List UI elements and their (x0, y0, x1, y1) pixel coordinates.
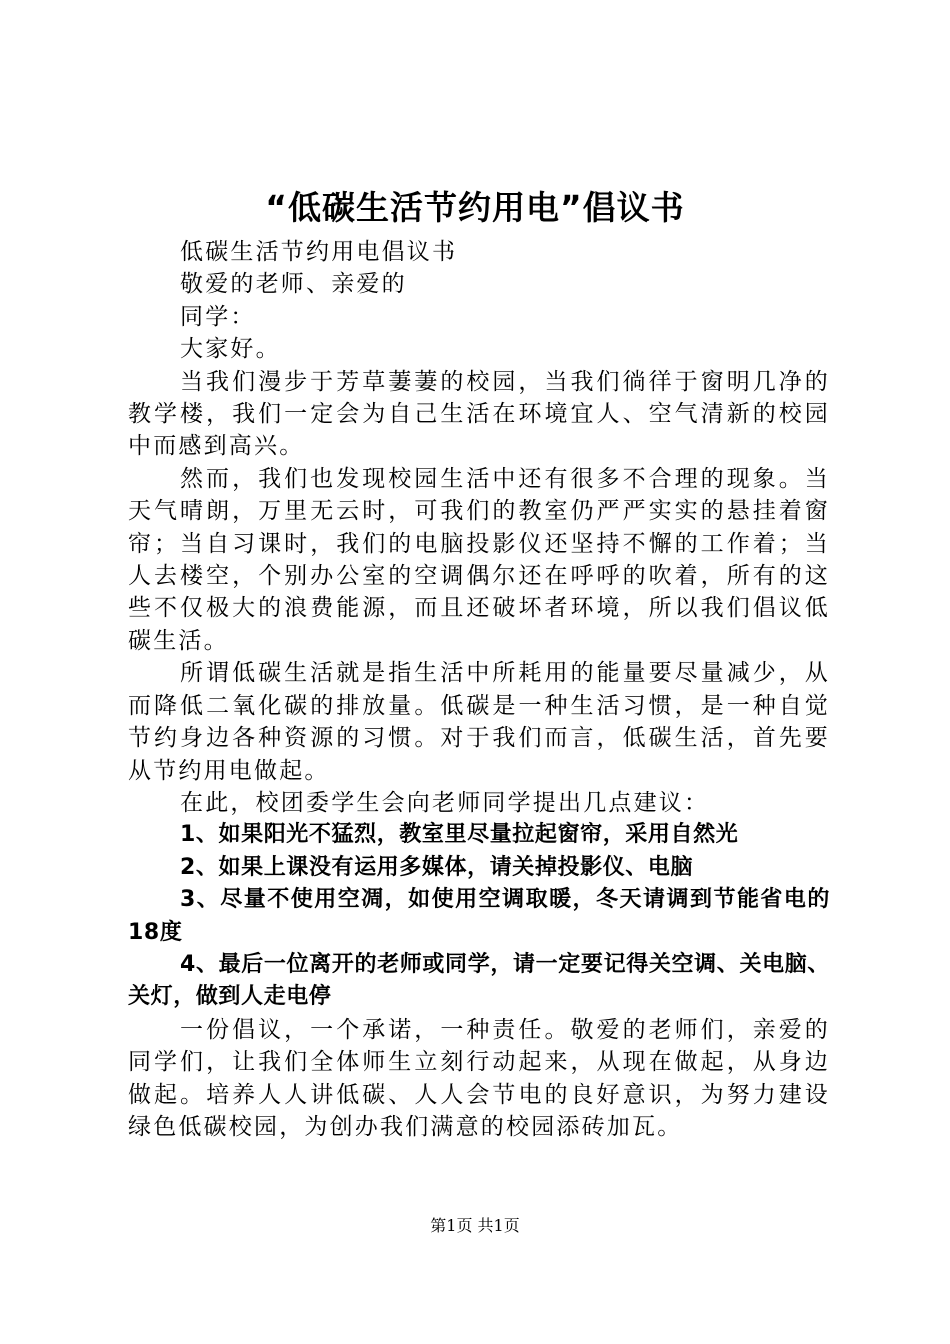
page-number-footer: 第1页 共1页 (430, 1216, 520, 1235)
suggestion-item: 1、如果阳光不猛烈，教室里尽量拉起窗帘，采用自然光 (180, 822, 739, 848)
body-paragraph: 然而，我们也发现校园生活中还有很多不合理的现象。当天气晴朗，万里无云时，可我们的教室仍严严实实的悬挂着窗帘；当自习课时，我们的电脑投影仪还坚持不懈的工作着；当人去楼空，个别办公室的空调偶尔还在呼呼的吹着，所有的这些不仅极大的浪费能源，而且还破坏者环境，所以我们倡议低碳生活。 (128, 465, 830, 654)
suggestion-item: 2、如果上课没有运用多媒体，请关掉投影仪、电脑 (180, 854, 694, 880)
closing-paragraph: 一份倡议，一个承诺，一种责任。敬爱的老师们，亲爱的同学们，让我们全体师生立刻行动起来，从现在做起，从身边做起。培养人人讲低碳、人人会节电的良好意识，为努力建设绿色低碳校园，为创办我们满意的校园添砖加瓦。 (128, 1016, 830, 1140)
document-title: “低碳生活节约用电”倡议书 (265, 188, 685, 227)
salutation-line: 敬爱的老师、亲爱的 (180, 271, 407, 298)
body-paragraph: 所谓低碳生活就是指生活中所耗用的能量要尽量减少，从而降低二氧化碳的排放量。低碳是一种生活习惯，是一种自觉节约身边各种资源的习惯。对于我们而言，低碳生活，首先要从节约用电做起。 (128, 660, 830, 784)
body-paragraph: 当我们漫步于芳草萋萋的校园，当我们徜徉于窗明几净的教学楼，我们一定会为自己生活在环境宜人、空气清新的校园中而感到高兴。 (128, 368, 830, 460)
suggestion-item: 4、最后一位离开的老师或同学，请一定要记得关空调、关电脑、关灯，做到人走电停 (128, 951, 830, 1010)
salutation-line: 同学： (180, 303, 256, 330)
greeting-line: 大家好。 (180, 336, 281, 363)
body-paragraph: 在此，校团委学生会向老师同学提出几点建议： (180, 789, 710, 816)
heading-line: 低碳生活节约用电倡议书 (180, 239, 458, 265)
suggestion-item: 3、尽量不使用空凋，如使用空调取暖，冬天请调到节能省电的18度 (128, 887, 830, 945)
document-body (128, 236, 830, 1143)
